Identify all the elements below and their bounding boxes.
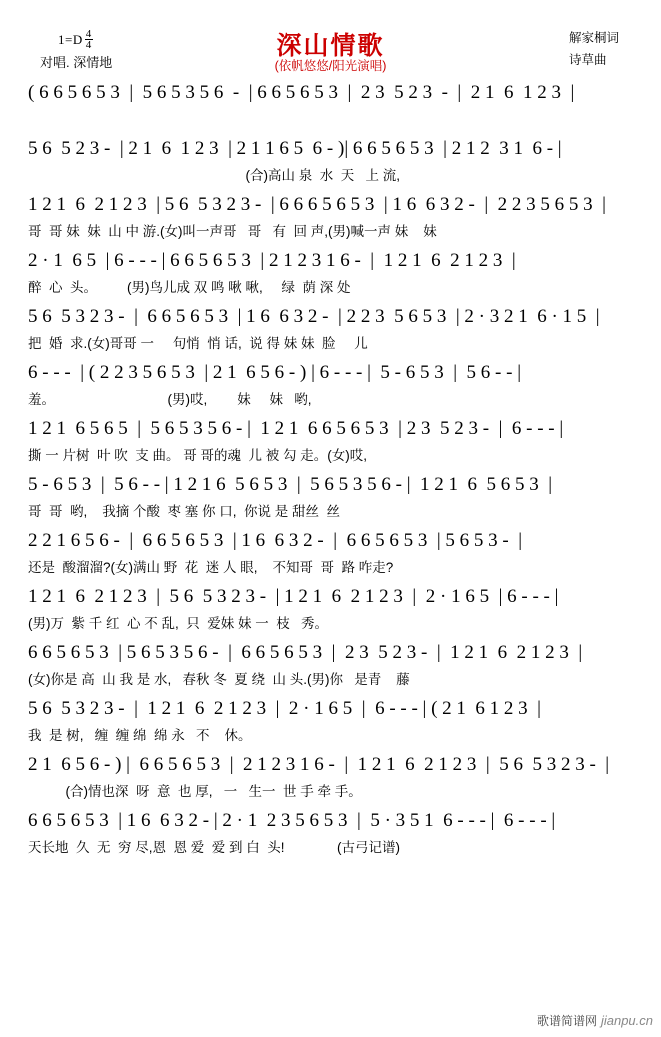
- system-row: [20, 134, 641, 188]
- notation-line: 6 - - - | ( 2 2 3 5 6 5 3 | 2 1 6 5 6 - ) | 6 - - - | 5 - 6 5 3 | 5 6 - - |: [28, 362, 521, 383]
- notation-line: 1 2 1 6 2 1 2 3 | 5 6 5 3 2 3 - | 1 2 1 6 2 1 2 3 | 2 · 1 6 5 | 6 - - - |: [28, 586, 559, 607]
- notation-line: 5 6 5 2 3 - | 2 1 6 1 2 3 | 2 1 1 6 5 6 - )| 6 6 5 6 5 3 | 2 1 2 3 1 6 - |: [28, 138, 562, 159]
- system-row: [20, 470, 641, 524]
- site-label: 歌谱简谱网: [536, 1014, 597, 1028]
- notation-line: 5 6 5 3 2 3 - | 1 2 1 6 2 1 2 3 | 2 · 1 6 5 | 6 - - - | ( 2 1 6 1 2 3 |: [28, 698, 541, 719]
- system-row: [20, 302, 641, 356]
- system-row: [20, 638, 641, 692]
- lyric-line: 还是 酸溜溜?(女)满山 野 花 迷 人 眼, 不知哥 哥 路 咋走?: [28, 560, 394, 575]
- system-row: [20, 582, 641, 636]
- page-title: 深山情歌: [276, 33, 385, 60]
- lyricist-label: 解家桐词: [568, 31, 619, 45]
- site-watermark: [537, 1012, 653, 1029]
- time-signature-denominator: 4: [85, 39, 92, 52]
- lyric-line: [20, 108, 641, 132]
- lyric-line: (合)高山 泉 水 天 上 流,: [28, 168, 401, 183]
- system-row: [20, 78, 641, 132]
- credits: [569, 28, 619, 72]
- system-row: [20, 414, 641, 468]
- notation-line: 2 2 1 6 5 6 - | 6 6 5 6 5 3 | 1 6 6 3 2 - | 6 6 5 6 5 3 | 5 6 5 3 - |: [28, 530, 522, 551]
- notation-line: 5 6 5 3 2 3 - | 6 6 5 6 5 3 | 1 6 6 3 2 - | 2 2 3 5 6 5 3 | 2 · 3 2 1 6 · 1 5 |: [28, 306, 600, 327]
- system-row: [20, 806, 641, 860]
- composer-label: 诗草曲: [568, 52, 607, 67]
- system-row: [20, 190, 641, 244]
- system-row: [20, 246, 641, 300]
- singers-label: (依帆悠悠/阳光演唱): [274, 59, 387, 73]
- notation-line: 1 2 1 6 5 6 5 | 5 6 5 3 5 6 - | 1 2 1 6 6 5 6 5 3 | 2 3 5 2 3 - | 6 - - - |: [28, 418, 564, 439]
- lyric-line: 我 是 树, 缠 缠 绵 绵 永 不 休。: [28, 728, 252, 743]
- sheet-header: [0, 0, 661, 78]
- notation-line: 2 · 1 6 5 | 6 - - - | 6 6 5 6 5 3 | 2 1 2 3 1 6 - | 1 2 1 6 2 1 2 3 |: [28, 250, 516, 271]
- site-url: jianpu.cn: [600, 1013, 653, 1028]
- lyric-line: (合)情也深 呀 意 也 厚, 一 生一 世 手 牵 手。: [28, 784, 362, 799]
- notation-line: ( 6 6 5 6 5 3 | 5 6 5 3 5 6 - | 6 6 5 6 5 3 | 2 3 5 2 3 - | 2 1 6 1 2 3 |: [28, 82, 575, 103]
- system-row: [20, 750, 641, 804]
- lyric-line: (男)万 紫 千 红 心 不 乱, 只 爱妹 妹 一 枝 秀。: [28, 616, 329, 631]
- notation-line: 6 6 5 6 5 3 | 1 6 6 3 2 - | 2 · 1 2 3 5 6 5 3 | 5 · 3 5 1 6 - - - | 6 - - - |: [28, 810, 556, 831]
- system-row: [20, 694, 641, 748]
- notation-line: 2 1 6 5 6 - ) | 6 6 5 6 5 3 | 2 1 2 3 1 6 - | 1 2 1 6 2 1 2 3 | 5 6 5 3 2 3 - |: [28, 754, 610, 775]
- notation-line: 5 - 6 5 3 | 5 6 - - | 1 2 1 6 5 6 5 3 | 5 6 5 3 5 6 - | 1 2 1 6 5 6 5 3 |: [28, 474, 553, 495]
- key-signature-prefix: 1=: [58, 31, 73, 47]
- performance-note: 对唱. 深情地: [40, 55, 113, 70]
- lyric-line: 哥 哥 妹 妹 山 中 游.(女)叫一声哥 哥 有 回 声,(男)喊一声 妹 妹: [28, 224, 437, 239]
- lyric-line: 哥 哥 哟, 我摘 个酸 枣 塞 你 口, 你说 是 甜丝 丝: [28, 504, 341, 519]
- lyric-line: 天长地 久 无 穷 尽,恩 恩 爱 爱 到 白 头! (古弓记谱): [28, 840, 401, 855]
- system-row: [20, 358, 641, 412]
- lyric-line: (女)你是 高 山 我 是 水, 春秋 冬 夏 绕 山 头.(男)你 是青 藤: [28, 672, 410, 687]
- lyric-line: 把 婚 求.(女)哥哥 一 句悄 悄 话, 说 得 妹 妹 脸 儿: [28, 336, 368, 351]
- key-signature-value: D: [72, 31, 83, 47]
- notation-line: 1 2 1 6 2 1 2 3 | 5 6 5 3 2 3 - | 6 6 6 5 6 5 3 | 1 6 6 3 2 - | 2 2 3 5 6 5 3 |: [28, 194, 606, 215]
- system-row: [20, 526, 641, 580]
- lyric-line: 撕 一 片树 叶 吹 支 曲。 哥 哥的魂 儿 被 勾 走。(女)哎,: [28, 448, 368, 463]
- lyric-line: 羞。 (男)哎, 妹 妹 哟,: [28, 392, 312, 407]
- music-body: [20, 78, 641, 860]
- notation-line: 6 6 5 6 5 3 | 5 6 5 3 5 6 - | 6 6 5 6 5 3 | 2 3 5 2 3 - | 1 2 1 6 2 1 2 3 |: [28, 642, 583, 663]
- time-signature-numerator: 4: [85, 28, 92, 40]
- lyric-line: 醉 心 头。 (男)鸟儿成 双 鸣 啾 啾, 绿 荫 深 处: [28, 280, 351, 295]
